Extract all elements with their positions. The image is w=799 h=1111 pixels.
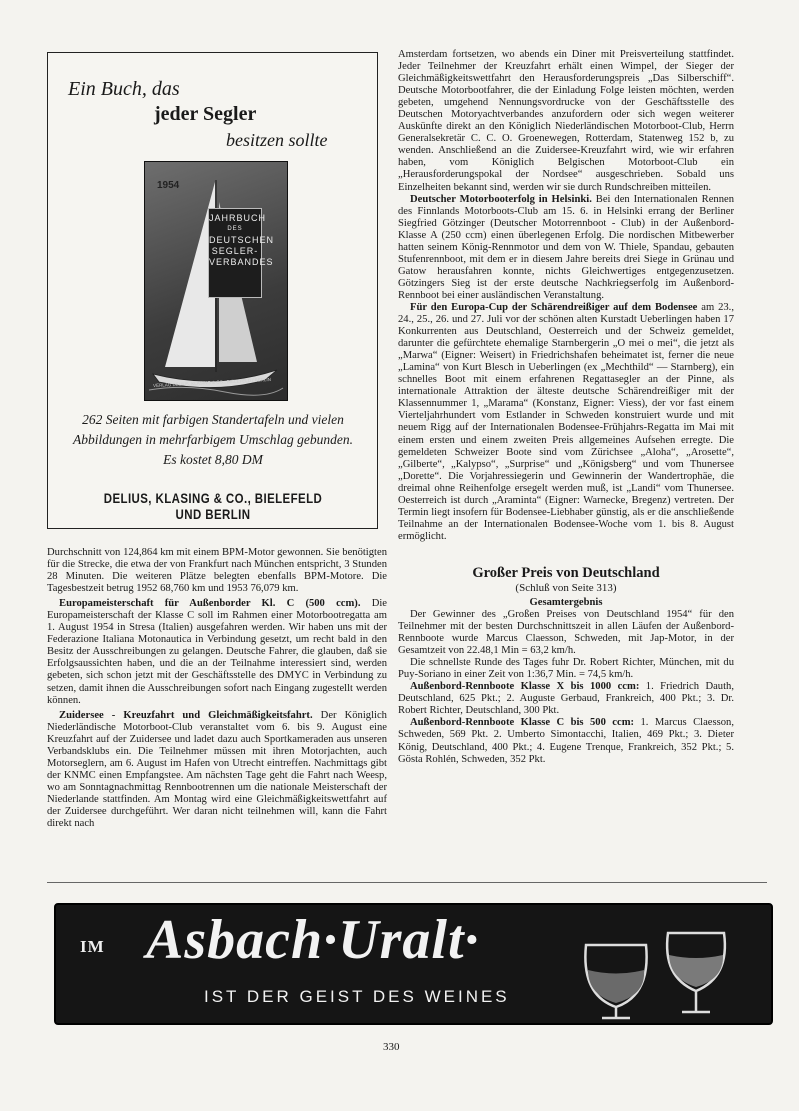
book-title-line: VERBANDES (209, 257, 274, 267)
book-cover-image (144, 161, 288, 401)
results-heading: Gesamtergebnis (529, 596, 603, 608)
ad-headline-1: Ein Buch, das (68, 78, 180, 100)
ad-desc-line-2: Abbildungen in mehrfarbigem Umschlag gebunden. (72, 432, 354, 447)
paragraph-text: 1. Friedrich Dauth, Deutschland, 625 Pkt.; 2. Auguste Gerbaud, Frankreich, 400 Pkt.; 3. Dr. Robert Richter, Deutschland, 300 Pkt. (398, 681, 734, 717)
ad-headline-3: besitzen sollte (226, 130, 328, 150)
book-title-line: DEUTSCHEN (209, 235, 275, 245)
book-advertisement (47, 52, 378, 529)
paragraph: Die schnellste Runde des Tages fuhr Dr. Robert Richter, München, mit du Puy-Soriano in einer Zeit von 1:36,7 Min. = 74,5 km/h. (398, 657, 734, 681)
paragraph-heading: Zuidersee - Kreuzfahrt und Gleichmäßigkeitsfahrt. (59, 709, 313, 721)
book-year: 1954 (157, 180, 180, 191)
paragraph (398, 717, 734, 765)
banner-prefix: IM (80, 937, 105, 956)
ad-desc-line-1: 262 Seiten mit farbigen Standertafeln und vielen (82, 412, 344, 427)
ad-price: Es kostet 8,80 DM (163, 452, 263, 467)
paragraph-heading: Deutscher Motorbooterfolg in Helsinki. (410, 193, 592, 205)
book-publisher-imprint: VERLAG DELIUS, KLASING & CO., BIELEFELD / BERLIN (152, 376, 272, 389)
paragraph (47, 598, 387, 706)
paragraph: Der Gewinner des „Großen Preises von Deutschland 1954“ für den Teilnehmer mit der besten Durchschnittszeit in allen Läufen der Außenbord-Rennboote wurde Marcus Claesson, Schweden, mit Jap-Motor, in der Gesamtzeit von 22.48,1 Min = 63,2 km/h. (398, 609, 734, 657)
paragraph-text: 1. Marcus Claesson, Schweden, 569 Pkt. 2. Umberto Simontacchi, Italien, 469 Pkt.; 3. Dieter König, Deutschland, 400 Pkt.; 4. Eugene Trenque, Frankreich, 352 Pkt.; 5. Gösta Rohlén, Schweden, 352 Pkt. (398, 717, 734, 765)
paragraph-text: Bei den Internationalen Rennen des Finnlands Motorboots-Club am 15. 6. in Helsinki errang der Berliner Siegfried Götzinger (Deutscher Motorrennboot - Club) in der Außenbord-Klasse A (250 ccm) einen überlegenen Erfolg. Die nordischen Mitbewerber hatten seinem König-Rennmotor und dem von W. Thiele, Spandau, gebauten Stufenrennboot, mit dem er in diesem Jahre bereits drei Siege in Grünau und Gatow herausfahren konnte, nichts Gleichwertiges entgegenzusetzen. Götzingers Sieg ist der erste deutsche Nachkriegserfolg im Außenbord-Rennboot bei einer ausländischen Veranstaltung. (398, 193, 734, 301)
ad-headline-2: jeder Segler (154, 103, 257, 125)
paragraph-heading: Europameisterschaft für Außenborder Kl. C (500 ccm). (59, 598, 361, 610)
banner-brand: Asbach·Uralt· (146, 909, 480, 971)
page-number: 330 (383, 1041, 400, 1053)
left-column (47, 547, 387, 830)
book-title-line: DES (227, 226, 243, 232)
divider (47, 882, 767, 883)
paragraph (398, 302, 734, 543)
book-title (208, 208, 275, 298)
paragraph: Amsterdam fortsetzen, wo abends ein Diner mit Preisverteilung stattfindet. Jeder Teilnehmer der Kreuzfahrt erhält einen Wimpel, der Sieger der Gleichmäßigkeitswettfahrt den Herausforderungspreis „Das Silberschiff“. Deutsche Motorbootfahrer, die der Einladung Folge leisten möchten, werden gebeten, umgehend Nennungsvordrucke von der Geschäftsstelle des Deutschen Motoryachtverbandes anzufordern oder sich wegen weiterer Auskünfte direkt an den Königlich Niederländischen Motorboot-Club, Herrn Generalsekretär C. C. O. Groenewegen, Rotterdam, Statenweg 152 b, zu wenden. Anschließend an die Zuidersee-Kreuzfahrt wird, wie wir erfahren haben, vom Königlich Belgischen Motorboot-Club ein „Herausforderungspokal der Nordsee“ ausgeschrieben. Sobald uns Einzelheiten bekannt sind, werden wir sie durch Rundschreiben mitteilen. (398, 49, 734, 193)
book-title-line: JAHRBUCH (209, 213, 267, 223)
brandy-glasses-icon (576, 915, 756, 1021)
section-subtitle: (Schluß von Seite 313) (515, 581, 617, 594)
paragraph-heading: Außenbord-Rennboote Klasse X bis 1000 ccm: (410, 681, 640, 693)
banner-slogan: IST DER GEIST DES WEINES (204, 987, 510, 1006)
asbach-uralt-advertisement (54, 903, 773, 1025)
paragraph-heading: Außenbord-Rennboote Klasse C bis 500 ccm: (410, 717, 635, 729)
paragraph (398, 194, 734, 302)
paragraph-heading: Für den Europa-Cup der Schärendreißiger auf dem Bodensee (410, 301, 698, 313)
paragraph-text: Der Königlich Niederländische Motorboot-Club veranstaltet vom 6. bis 9. August eine Kreuzfahrt auf der Zuidersee und ladet dazu auch Sportkameraden aus unseren Verbandsklubs ein. Die Teilnehmer müssen mit ihren Motorjachten, auch Motorseglern, am 6. August im Hafen von Utrecht eintreffen. Nachmittags gibt der KNMC einen Empfangstee. Am nächsten Tage geht die Fahrt nach Weesp, wo am Sonntagnachmittag Rennbootrennen um die nationale Meisterschaft der Niederlande stattfinden. Am Montag wird eine Gleichmäßigkeitswettfahrt auf der Zuidersee durchgeführt. Wer daran nicht teilnehmen will, kann die Fahrt direkt nach (47, 709, 387, 830)
ad-publisher: DELIUS, KLASING & CO., BIELEFELD UND BERLIN (103, 490, 323, 522)
paragraph (47, 710, 387, 830)
paragraph: Durchschnitt von 124,864 km mit einem BPM-Motor gewonnen. Sie benötigten für die Strecke, die etwa der von Frankfurt nach München entspricht, 3 Stunden 28 Minuten. Die weiteren Plätze belegten ebenfalls BPM-Motore. Die Tagesbestzeit betrug 1952 68,760 km und 1953 76,079 km. (47, 547, 387, 595)
section-title: Großer Preis von Deutschland (472, 564, 660, 581)
ad-description (64, 410, 362, 470)
paragraph-text: Die Europameisterschaft der Klasse C soll im Rahmen einer Motorbootregatta am 1. August 1954 in Stresa (Italien) ausgefahren werden. Wir haben uns mit der Federazione Italiana Motonautica in Verbindung gesetzt, um recht bald in den Besitz der Ausschreibungen zu gelangen. Deutsche Fahrer, die glauben, daß sie Erfolgsaussichten haben, und die an der Teilnahme interessiert sind, werden gebeten, sich schon jetzt mit der Geschäftsstelle des DMYC in Verbindung zu setzen, damit ihnen die Ausschreibungen sofort nach Eingang zugestellt werden können. (47, 598, 387, 706)
right-column (398, 49, 734, 766)
paragraph-text: am 23., 24., 25., 26. und 27. Juli vor der schönen alten Kurstadt Ueberlingen haben 17 Konkurrenten aus Deutschland, Oesterreich und der Schweiz gemeldet, darunter die gefürchtete ehemalige Starnbergerin „O mei o mei“, die jetzt als „Marwa“ (Eigner: Weisert) in Friedrichshafen beheimatet ist, ferner die neue „Lamina“ von Kurt Blesch in Ueberlingen (ex „Mechthild“ — Starnberg), ein schnelles Boot mit einem erfahrenen Regattasegler an der Pinne, als internationale Attraktion der älteste deutsche Schärendreißiger mit der Klassennummer 1, „Marama“ (Konstanz, Eigner: Viess), der vor fast einem Vierteljahrhundert vom Estlander in Schweden konstruiert wurde und mit neuem Rigg auf der Internationalen Bodensee-Frühjahrs-Regatta im Mai mit einem ersten und einem zweiten Preis allgemeines Aufsehen erregte. Die gemeldeten Schweizer Boote sind vom Zürichsee „Aloha“, „Arosette“, „Gilberte“, „Kalypso“, „Surprise“ und „Königsberg“ und vom Thunersee „Dorette“. Die Vorjahressiegerin und Gewinnerin der Wandertrophäe, die dreimal ohne Reihenfolge ersegelt werden muß, ist „Landi“ vom Thunersee. Oesterreich ist durch „Araminta“ (Eigner: Warnecke, Bregenz) vertreten. Der Termin liegt insofern für Bodensee-Liebhaber günstig, als er die anschließende Teilnahme an der Internationalen Bodensee-Woche vom 1. bis 8. August ermöglicht. (398, 301, 734, 542)
book-title-line: SEGLER- (211, 246, 259, 256)
paragraph (398, 681, 734, 717)
